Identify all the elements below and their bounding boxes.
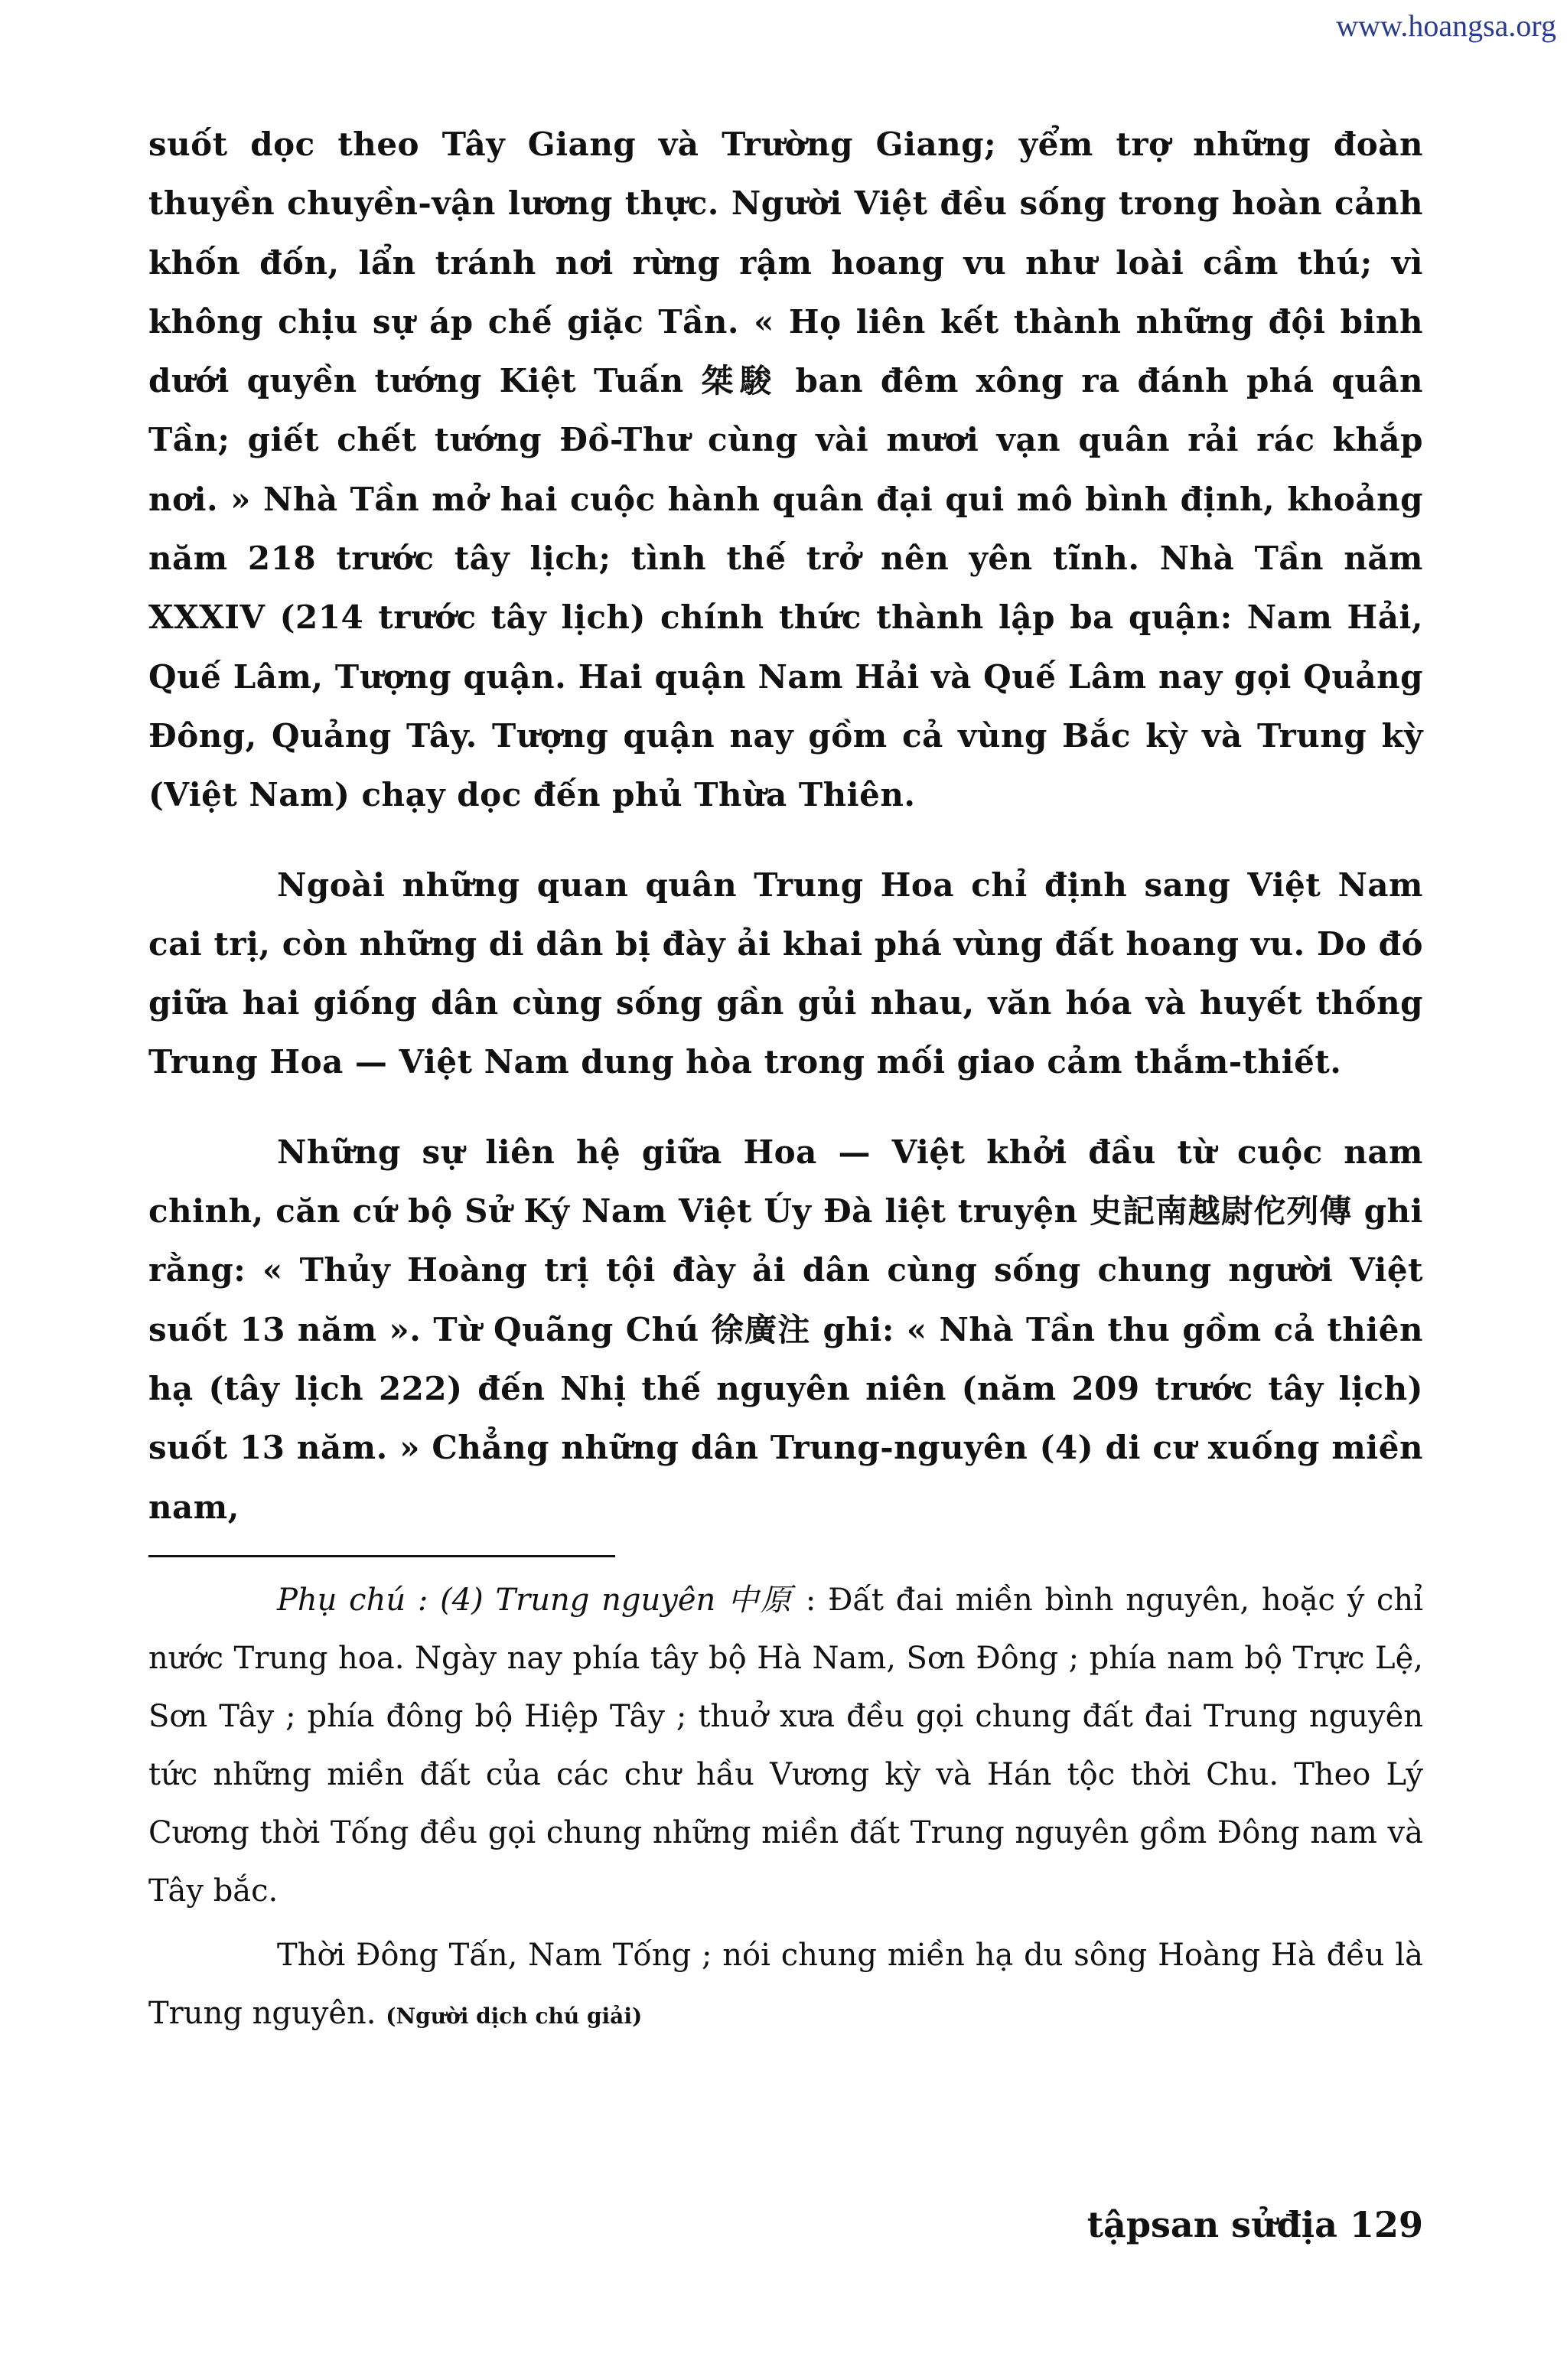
footnote-text: : Đất đai miền bình nguyên, hoặc ý chỉ nước Trung hoa. Ngày nay phía tây bộ Hà Nam, Sơn Đông ; phía nam bộ Trực Lệ, Sơn Tây ; phía đông bộ Hiệp Tây ; thuở xưa đều gọi chung đất đai Trung nguyên tức những miền đất của các chư hầu Vương kỳ và Hán tộc thời Chu. Theo Lý Cương thời Tống đều gọi chung những miền đất Trung nguyên gồm Đông nam và Tây bắc. bbox=[148, 1582, 1423, 1909]
footnote-continued bbox=[148, 1926, 1423, 2046]
footnote-divider bbox=[148, 1555, 615, 1557]
footnote-text-2: Thời Đông Tấn, Nam Tống ; nói chung miền hạ du sông Hoàng Hà đều là Trung nguyên. bbox=[148, 1937, 1423, 2031]
footnote-lead: Phụ chú : (4) Trung nguyên 中原 bbox=[277, 1582, 794, 1618]
page-number: 129 bbox=[1349, 2204, 1423, 2245]
paragraph-3: Những sự liên hệ giữa Hoa — Việt khởi đầu từ cuộc nam chinh, căn cứ bộ Sử Ký Nam Việt Úy Đà liệt truyện 史記南越尉佗列傳 ghi rằng: « Thủy Hoàng trị tội đày ải dân cùng sống chung người Việt suốt 13 năm ». Từ Quãng Chú 徐廣注 ghi: « Nhà Tần thu gồm cả thiên hạ (tây lịch 222) đến Nhị thế nguyên niên (năm 209 trước tây lịch) suốt 13 năm. » Chẳng những dân Trung-nguyên (4) di cư xuống miền nam, bbox=[148, 1133, 1423, 1526]
translator-note: (Người dịch chú giải) bbox=[386, 2003, 643, 2029]
page-footer bbox=[1087, 2204, 1423, 2245]
paragraph-2: Ngoài những quan quân Trung Hoa chỉ định sang Việt Nam cai trị, còn những di dân bị đày ải khai phá vùng đất hoang vu. Do đó giữa hai giống dân cùng sống gần gủi nhau, văn hóa và huyết thống Trung Hoa — Việt Nam dung hòa trong mối giao cảm thắm-thiết. bbox=[148, 866, 1423, 1081]
page-body bbox=[148, 115, 1423, 2046]
watermark: www.hoangsa.org bbox=[1336, 8, 1556, 43]
footnote bbox=[148, 1571, 1423, 1920]
publication-name: tậpsan sửđịa bbox=[1086, 2204, 1337, 2245]
paragraph-1: suốt dọc theo Tây Giang và Trường Giang; yểm trợ những đoàn thuyền chuyền-vận lương thực. Người Việt đều sống trong hoàn cảnh khốn đốn, lẩn tránh nơi rừng rậm hoang vu như loài cầm thú; vì không chịu sự áp chế giặc Tần. « Họ liên kết thành những đội binh dưới quyền tướng Kiệt Tuấn 桀駿 ban đêm xông ra đánh phá quân Tần; giết chết tướng Đồ-Thư cùng vài mươi vạn quân rải rác khắp nơi. » Nhà Tần mở hai cuộc hành quân đại qui mô bình định, khoảng năm 218 trước tây lịch; tình thế trở nên yên tĩnh. Nhà Tần năm XXXIV (214 trước tây lịch) chính thức thành lập ba quận: Nam Hải, Quế Lâm, Tượng quận. Hai quận Nam Hải và Quế Lâm nay gọi Quảng Đông, Quảng Tây. Tượng quận nay gồm cả vùng Bắc kỳ và Trung kỳ (Việt Nam) chạy dọc đến phủ Thừa Thiên. bbox=[148, 126, 1423, 814]
